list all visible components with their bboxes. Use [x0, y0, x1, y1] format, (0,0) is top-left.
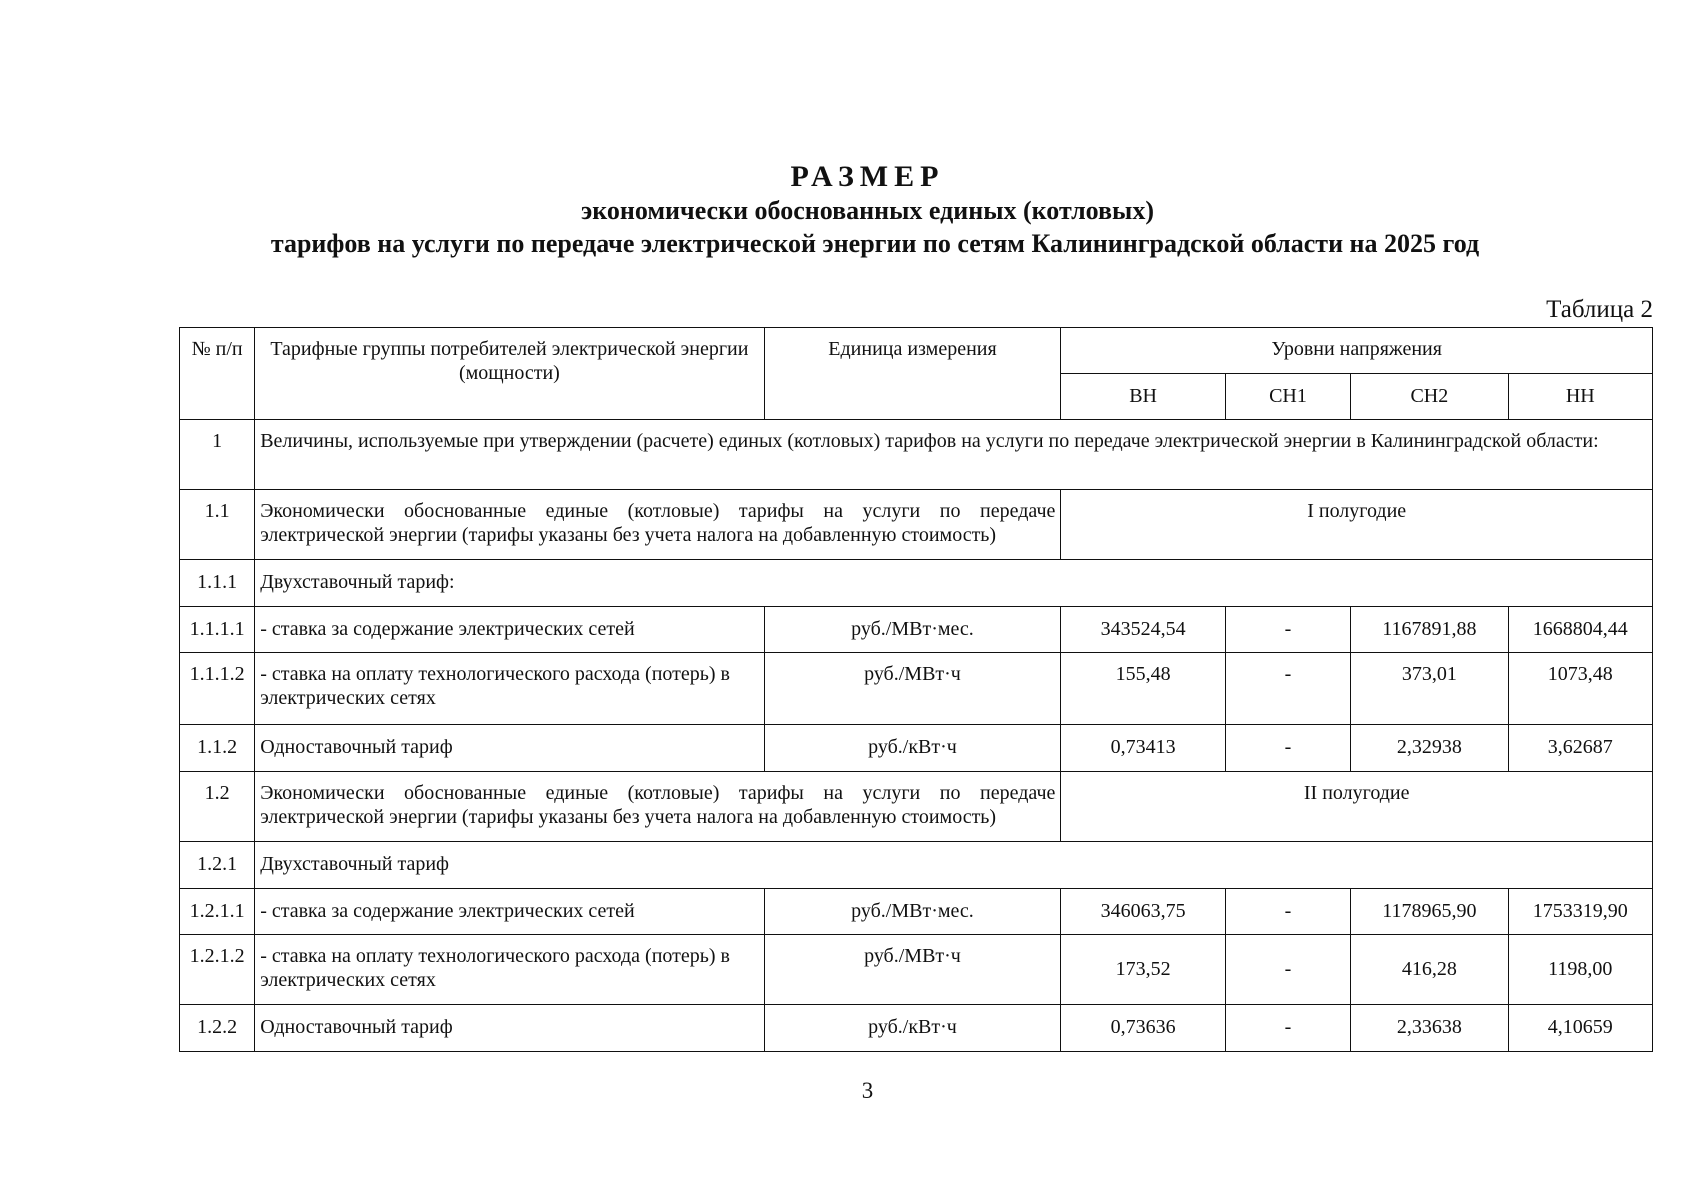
table-row — [180, 560, 1653, 607]
value-sn1: - — [1225, 935, 1350, 1005]
row-unit: руб./кВт·ч — [764, 1005, 1061, 1052]
table-row — [180, 772, 1653, 842]
title-heading: РАЗМЕР — [790, 160, 945, 193]
row-unit: руб./МВт·мес. — [764, 607, 1061, 653]
value-nn: 1073,48 — [1508, 653, 1652, 725]
period-label: II полугодие — [1061, 772, 1653, 842]
value-vn: 343524,54 — [1061, 607, 1225, 653]
row-unit: руб./МВт·мес. — [764, 889, 1061, 935]
row-text: Величины, используемые при утверждении (расчете) единых (котловых) тарифов на услуги по передаче электрической энергии в Калининградской области: — [255, 420, 1653, 490]
value-vn: 0,73636 — [1061, 1005, 1225, 1052]
table-row — [180, 420, 1653, 490]
header-no: № п/п — [180, 328, 255, 420]
row-text: Двухставочный тариф — [255, 842, 1653, 889]
row-number: 1.2.2 — [180, 1005, 255, 1052]
header-nn: НН — [1508, 374, 1652, 420]
row-number: 1 — [180, 420, 255, 490]
table-row — [180, 1005, 1653, 1052]
value-sn1: - — [1225, 1005, 1350, 1052]
table-row — [180, 490, 1653, 560]
table-row — [180, 607, 1653, 653]
value-nn: 4,10659 — [1508, 1005, 1652, 1052]
row-number: 1.1.2 — [180, 725, 255, 772]
value-vn: 173,52 — [1061, 935, 1225, 1005]
row-number: 1.2.1.2 — [180, 935, 255, 1005]
tariff-table — [179, 327, 1653, 1052]
page-number: 3 — [861, 1078, 874, 1103]
row-number: 1.1.1.2 — [180, 653, 255, 725]
value-sn1: - — [1225, 889, 1350, 935]
header-unit: Единица измерения — [764, 328, 1061, 420]
value-sn2: 2,32938 — [1351, 725, 1508, 772]
row-text: Экономически обоснованные единые (котловые) тарифы на услуги по передаче электрической энергии (тарифы указаны без учета налога на добавленную стоимость) — [255, 772, 1061, 842]
table-row — [180, 653, 1653, 725]
header-row — [180, 328, 1653, 374]
value-vn: 0,73413 — [1061, 725, 1225, 772]
value-nn: 1753319,90 — [1508, 889, 1652, 935]
row-text: - ставка на оплату технологического расхода (потерь) в электрических сетях — [255, 935, 764, 1005]
row-number: 1.2.1.1 — [180, 889, 255, 935]
header-group: Тарифные группы потребителей электрической энергии (мощности) — [255, 328, 764, 420]
row-text: - ставка на оплату технологического расхода (потерь) в электрических сетях — [255, 653, 764, 725]
row-number: 1.1 — [180, 490, 255, 560]
value-nn: 3,62687 — [1508, 725, 1652, 772]
title-description: тарифов на услуги по передаче электрической энергии по сетям Калининградской области на 2025 год — [270, 229, 1480, 258]
row-text: Одноставочный тариф — [255, 725, 764, 772]
row-unit: руб./кВт·ч — [764, 725, 1061, 772]
value-sn2: 416,28 — [1351, 935, 1508, 1005]
value-sn1: - — [1225, 607, 1350, 653]
row-number: 1.1.1 — [180, 560, 255, 607]
value-sn1: - — [1225, 725, 1350, 772]
row-unit: руб./МВт·ч — [764, 935, 1061, 1005]
row-text: Экономически обоснованные единые (котловые) тарифы на услуги по передаче электрической энергии (тарифы указаны без учета налога на добавленную стоимость) — [255, 490, 1061, 560]
value-sn1: - — [1225, 653, 1350, 725]
row-text: Двухставочный тариф: — [255, 560, 1653, 607]
value-sn2: 2,33638 — [1351, 1005, 1508, 1052]
period-label: I полугодие — [1061, 490, 1653, 560]
value-sn2: 373,01 — [1351, 653, 1508, 725]
value-nn: 1668804,44 — [1508, 607, 1652, 653]
table-row — [180, 935, 1653, 1005]
row-unit: руб./МВт·ч — [764, 653, 1061, 725]
value-sn2: 1167891,88 — [1351, 607, 1508, 653]
header-vn: ВН — [1061, 374, 1225, 420]
row-number: 1.2 — [180, 772, 255, 842]
header-sn1: СН1 — [1225, 374, 1350, 420]
table-label: Таблица 2 — [1546, 296, 1653, 323]
value-nn: 1198,00 — [1508, 935, 1652, 1005]
table-row — [180, 842, 1653, 889]
row-text: - ставка за содержание электрических сетей — [255, 607, 764, 653]
value-sn2: 1178965,90 — [1351, 889, 1508, 935]
value-vn: 155,48 — [1061, 653, 1225, 725]
row-number: 1.2.1 — [180, 842, 255, 889]
table-row — [180, 725, 1653, 772]
row-number: 1.1.1.1 — [180, 607, 255, 653]
value-vn: 346063,75 — [1061, 889, 1225, 935]
header-levels: Уровни напряжения — [1061, 328, 1653, 374]
header-sn2: СН2 — [1351, 374, 1508, 420]
row-text: Одноставочный тариф — [255, 1005, 764, 1052]
row-text: - ставка за содержание электрических сетей — [255, 889, 764, 935]
table-row — [180, 889, 1653, 935]
title-subheading: экономически обоснованных единых (котловых) — [580, 196, 1155, 225]
